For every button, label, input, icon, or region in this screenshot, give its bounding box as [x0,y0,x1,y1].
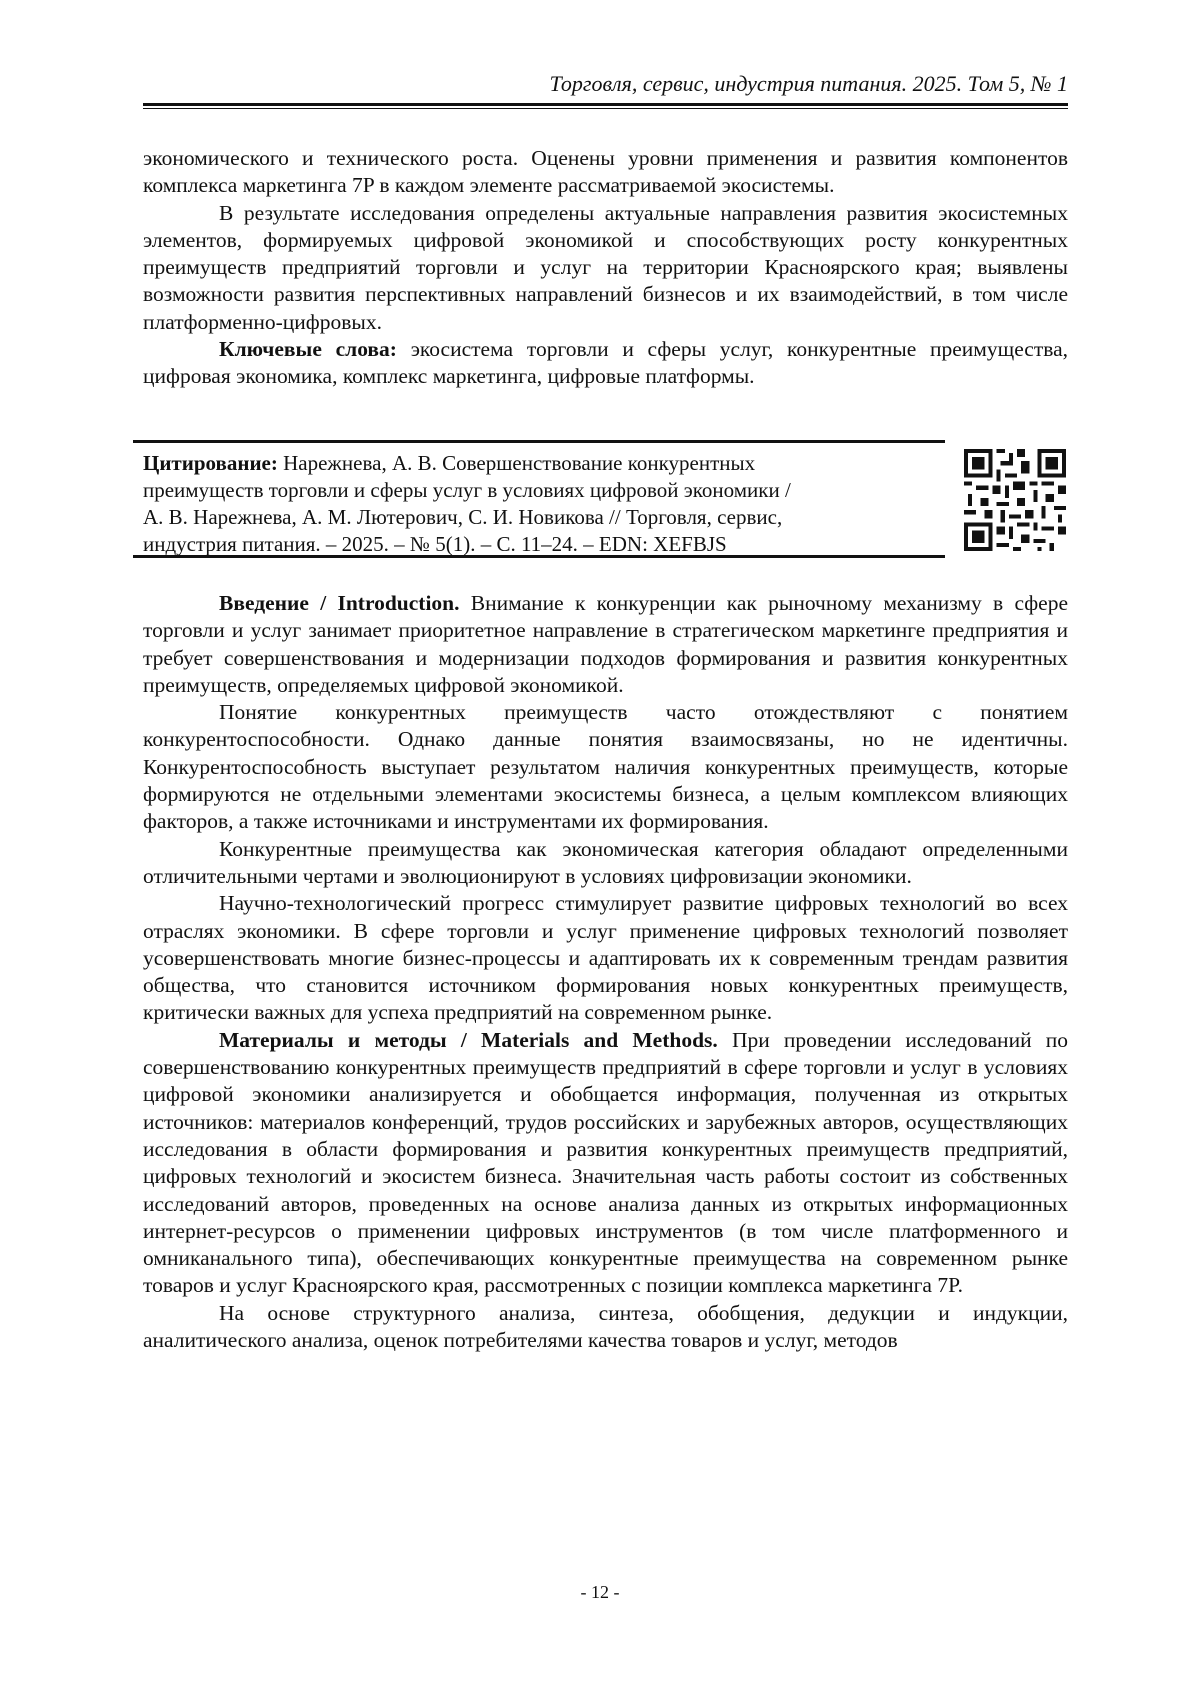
abstract-paragraph: экономического и технического роста. Оценены уровни применения и развития компонентов комплекса маркетинга 7P в каждом элементе рассматриваемой экосистемы. [143,146,1068,198]
abstract-paragraph: В результате исследования определены актуальные направления развития экосистемных элементов, формируемых цифровой экономикой и способствующих росту конкурентных преимуществ предприятий торговли и услуг на территории Красноярского края; выявлены возможности развития перспективных направлений бизнесов и их взаимодействий, в том числе платформенно-цифровых. [143,200,1068,334]
citation-line: преимуществ торговли и сферы услуг в условиях цифровой экономики / [143,478,791,502]
article-body [143,590,1068,1354]
intro-heading: Введение / Introduction. [219,591,460,615]
body-paragraph: Конкурентные преимущества как экономическая категория обладают определенными отличительными чертами и эволюционируют в условиях цифровизации экономики. [143,836,1068,888]
methods-paragraph [143,1027,1068,1300]
keywords-text: экосистема торговли и сферы услуг, конкурентные преимущества, цифровая экономика, комплекс маркетинга, цифровые платформы. [143,337,1068,389]
citation-label: Цитирование: [143,451,278,475]
header-rule [143,103,1068,106]
journal-header: Торговля, сервис, индустрия питания. 2025. Том 5, № 1 [549,71,1068,96]
page-number: - 12 - [580,1582,620,1602]
keywords-label: Ключевые слова: [219,337,397,362]
citation-line: А. В. Нарежнева, А. М. Лютерович, С. И. Новикова // Торговля, сервис, [143,505,783,529]
intro-text: Внимание к конкуренции как рыночному механизму в сфере торговли и услуг занимает приоритетное направление в стратегическом маркетинге предприятия и требует совершенствования и модернизации подходов формирования и развития конкурентных преимуществ, определяемых цифровой экономикой. [143,591,1069,697]
header-rule-thin [143,108,1068,109]
keywords [143,336,1068,391]
body-paragraph: Научно-технологический прогресс стимулирует развитие цифровых технологий во всех отраслях экономики. В сфере торговли и услуг применение цифровых технологий позволяет усовершенствовать многие бизнес-процессы и адаптировать их к современным трендам развития общества, что становится источником формирования новых конкурентных преимуществ, критически важных для успеха предприятий на современном рынке. [143,891,1068,1025]
citation-line: Нарежнева, А. В. Совершенствование конкурентных [277,451,756,475]
citation-text [143,450,943,558]
abstract-block [143,145,1068,391]
citation-line: индустрия питания. – 2025. – № 5(1). – С. 11–24. – EDN: XEFBJS [143,532,727,556]
intro-paragraph [143,590,1068,699]
body-paragraph: На основе структурного анализа, синтеза, обобщения, дедукции и индукции, аналитического анализа, оценок потребителями качества товаров и услуг, методов [143,1300,1068,1353]
methods-text: При проведении исследований по совершенствованию конкурентных преимуществ предприятий в сфере торговли и услуг в условиях цифровой экономики анализируется и обобщается информация, полученная из открытых источников: материалов конференций, трудов российских и зарубежных авторов, осуществляющих исследования в области формирования и развития конкурентных преимуществ предприятий, цифровых технологий и экосистем бизнеса. Значительная часть работы состоит из собственных исследований авторов, проведенных на основе анализа данных из открытых информационных интернет-ресурсов о применении цифровых инструментов (в том числе платформенного и омниканального типа), обеспечивающих конкурентные преимущества на современном рынке товаров и услуг Красноярского края, рассмотренных с позиции комплекса маркетинга 7P. [143,1027,1069,1298]
methods-heading: Материалы и методы / Materials and Methods. [219,1027,718,1052]
body-paragraph: Понятие конкурентных преимуществ часто отождествляют с понятием конкурентоспособности. Однако данные понятия взаимосвязаны, но не идентичны. Конкурентоспособность выступает результатом наличия конкурентных преимуществ, которые формируются не отдельными элементами экосистемы бизнеса, а целым комплексом влияющих факторов, а также источниками и инструментами их формирования. [143,700,1068,834]
qr-code-icon [964,449,1066,551]
